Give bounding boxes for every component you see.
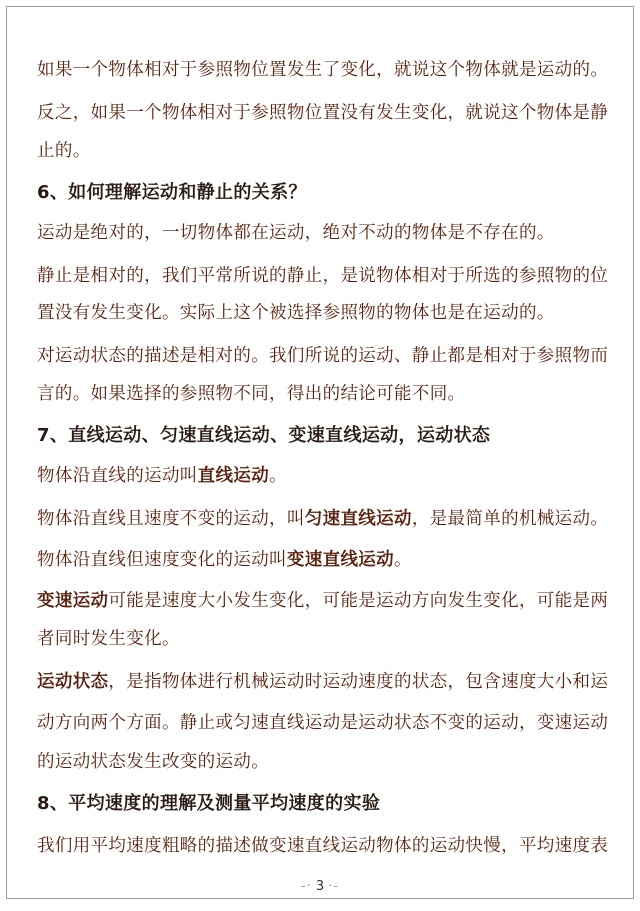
bold-term: 运动状态 bbox=[37, 672, 109, 692]
footer-dash-right: ·- bbox=[328, 879, 340, 894]
text-line-14 bbox=[37, 590, 608, 612]
text-segment: 物体沿直线且速度不变的运动，叫 bbox=[37, 509, 305, 529]
text-line-13 bbox=[37, 549, 412, 571]
bold-term: 匀速直线运动 bbox=[304, 509, 412, 529]
text-line-3: 止的。 bbox=[37, 141, 91, 161]
text-segment: 可能是速度大小发生变化，可能是运动方向发生变化，可能是两 bbox=[108, 591, 609, 611]
text-segment: ，是指物体进行机械运动时运动速度的状态，包含速度大小和运 bbox=[108, 672, 609, 692]
text-line-1: 如果一个物体相对于参照物位置发生了变化，就说这个物体就是运动的。 bbox=[37, 60, 609, 80]
text-line-5: 运动是绝对的，一切物体都在运动，绝对不动的物体是不存在的。 bbox=[37, 223, 555, 243]
text-line-7: 置没有发生变化。实际上这个被选择参照物的物体也是在运动的。 bbox=[37, 303, 555, 323]
text-line-15: 者同时发生变化。 bbox=[37, 629, 180, 649]
text-segment: 。 bbox=[394, 550, 412, 570]
section-heading-7: 7、直线运动、匀速直线运动、变速直线运动，运动状态 bbox=[37, 425, 491, 446]
text-segment: 物体沿直线但速度变化的运动叫 bbox=[37, 550, 287, 570]
page-number: 3 bbox=[315, 879, 325, 894]
bold-term: 变速直线运动 bbox=[286, 550, 395, 570]
text-segment: 。 bbox=[269, 466, 287, 486]
document-page bbox=[6, 6, 634, 899]
text-line-12 bbox=[37, 508, 608, 530]
text-line-11 bbox=[37, 465, 287, 487]
text-line-6: 静止是相对的，我们平常所说的静止，是说物体相对于所选的参照物的位 bbox=[37, 266, 609, 286]
text-line-16 bbox=[37, 671, 608, 693]
section-heading-6: 6、如何理解运动和静止的关系？ bbox=[37, 182, 307, 203]
bold-term: 变速运动 bbox=[37, 591, 109, 611]
text-line-18: 的运动状态发生改变的运动。 bbox=[37, 752, 270, 772]
text-line-17: 动方向两个方面。静止或匀速直线运动是运动状态不变的运动，变速运动 bbox=[37, 713, 609, 733]
section-heading-8: 8、平均速度的理解及测量平均速度的实验 bbox=[37, 793, 381, 814]
page-footer bbox=[7, 879, 633, 894]
bold-term: 直线运动 bbox=[197, 466, 270, 486]
text-line-2: 反之，如果一个物体相对于参照物位置没有发生变化，就说这个物体是静 bbox=[37, 103, 609, 123]
text-line-9: 言的。如果选择的参照物不同，得出的结论可能不同。 bbox=[37, 384, 466, 404]
text-segment: ，是最简单的机械运动。 bbox=[411, 509, 609, 529]
text-line-8: 对运动状态的描述是相对的。我们所说的运动、静止都是相对于参照物而 bbox=[37, 346, 609, 366]
text-line-20: 我们用平均速度粗略的描述做变速直线运动物体的运动快慢，平均速度表 bbox=[37, 836, 609, 856]
text-segment: 物体沿直线的运动叫 bbox=[37, 466, 198, 486]
footer-dash-left: -· bbox=[300, 879, 312, 894]
